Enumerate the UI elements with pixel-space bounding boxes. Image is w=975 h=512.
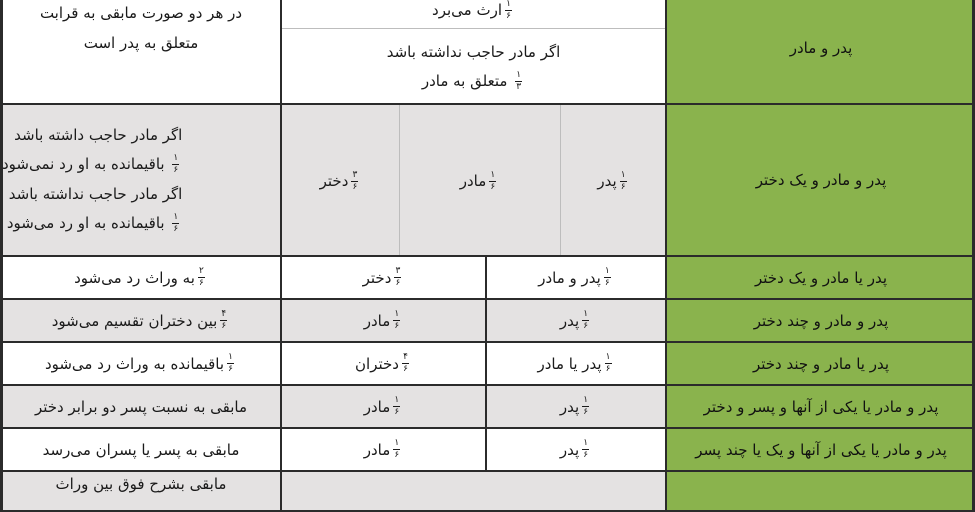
share-text: پدر — [559, 440, 580, 459]
share-text: پدر و مادر — [538, 268, 601, 287]
note-text: مابقی به نسبت پسر دو برابر دختر — [34, 397, 248, 416]
fraction: $\frac{۱}{۶}$ — [173, 153, 179, 175]
share-cell-row6-a — [485, 386, 665, 429]
note-cell-row2 — [0, 105, 280, 257]
fraction: $\frac{۴}{۶}$ — [221, 309, 227, 331]
fraction: $\frac{۲}{۶}$ — [198, 266, 204, 288]
share-text: متعلق به مادر — [421, 71, 508, 90]
fraction: $\frac{۱}{۳}$ — [516, 69, 522, 92]
fraction: $\frac{۱}{۶}$ — [583, 309, 589, 331]
heir-cell-row6 — [665, 386, 975, 429]
share-text: پدر یا مادر — [537, 354, 602, 373]
share-father — [560, 105, 667, 257]
heir-cell-row5 — [665, 343, 975, 386]
note-text: به وراث رد می‌شود — [74, 268, 195, 287]
share-line — [422, 71, 525, 92]
heir-label: پدر و مادر و چند دختر — [753, 311, 889, 330]
share-cell-row5-a — [485, 343, 665, 386]
fraction: $\frac{۳}{۶}$ — [395, 266, 401, 288]
share-cell-row3-a — [485, 257, 665, 300]
share-line — [282, 0, 665, 28]
share-cell-row7-b — [280, 429, 485, 472]
note-cell-row8 — [0, 472, 280, 512]
share-text: دختران — [355, 354, 399, 373]
note-cell-row6 — [0, 386, 280, 429]
fraction: $\frac{۱}{۶}$ — [583, 395, 589, 417]
share-text: پدر — [597, 172, 617, 190]
share-text: پدر — [559, 397, 580, 416]
heir-cell-row7 — [665, 429, 975, 472]
share-text: دختر — [362, 268, 392, 287]
heir-label: پدر یا مادر و یک دختر — [755, 268, 888, 287]
share-cell-row5-b — [280, 343, 485, 386]
heir-label: پدر و مادر — [789, 38, 853, 57]
share-cell-row4-b — [280, 300, 485, 343]
share-cell-row3-b — [280, 257, 485, 300]
fraction: $\frac{۱}{۶}$ — [620, 169, 626, 192]
share-cell-row6-b — [280, 386, 485, 429]
fraction: $\frac{۱}{۶}$ — [394, 438, 400, 460]
heir-label: پدر و مادر و یک دختر — [755, 171, 887, 189]
heir-label: پدر و مادر یا یکی از آنها و پسر و دختر — [703, 397, 939, 416]
share-text: پدر — [559, 311, 580, 330]
note-text: اگر مادر حاجب داشته باشد — [14, 126, 183, 144]
share-text: مادر — [363, 440, 391, 459]
heir-label: پدر یا مادر و چند دختر — [752, 354, 890, 373]
share-cell-row7-a — [485, 429, 665, 472]
heir-cell-row8 — [665, 472, 975, 512]
note-text: بین دختران تقسیم می‌شود — [51, 311, 218, 330]
fraction: $\frac{۱}{۶}$ — [394, 395, 400, 417]
share-text: مادر — [363, 311, 391, 330]
share-mother — [399, 105, 560, 257]
fraction: $\frac{۱}{۶}$ — [490, 169, 496, 192]
heir-cell-row4 — [665, 300, 975, 343]
note-line — [2, 154, 182, 175]
fraction: $\frac{۱}{۶}$ — [506, 0, 511, 21]
note-text: اگر مادر حاجب نداشته باشد — [8, 185, 183, 203]
shares-cell-row1 — [280, 0, 665, 105]
note-line — [7, 213, 183, 234]
note-text: در هر دو صورت مابقی به قرابت — [39, 4, 243, 22]
fraction: $\frac{۱}{۶}$ — [173, 212, 179, 234]
note-text: باقیمانده به او رد می‌شود — [6, 214, 165, 232]
share-condition — [282, 29, 665, 105]
shares-cell-row2 — [280, 105, 665, 257]
share-cell-row4-a — [485, 300, 665, 343]
heir-cell-row2 — [665, 105, 975, 257]
condition-text: اگر مادر حاجب نداشته باشد — [386, 42, 561, 61]
heir-cell-row3 — [665, 257, 975, 300]
share-text: دختر — [319, 172, 349, 190]
share-text: ارث می‌برد — [432, 1, 502, 19]
share-daughter — [282, 105, 399, 257]
note-text: مابقی به پسر یا پسران می‌رسد — [42, 440, 240, 459]
note-cell-row4 — [0, 300, 280, 343]
heir-cell-row1 — [665, 0, 975, 105]
fraction: $\frac{۴}{۶}$ — [403, 352, 408, 374]
fraction: $\frac{۱}{۶}$ — [394, 309, 400, 331]
fraction: $\frac{۱}{۶}$ — [228, 352, 233, 374]
share-cell-row8 — [280, 472, 665, 512]
share-text: مادر — [363, 397, 391, 416]
note-text: باقیمانده به او رد نمی‌شود — [2, 155, 165, 173]
note-cell-row3 — [0, 257, 280, 300]
fraction: $\frac{۳}{۶}$ — [352, 169, 358, 192]
fraction: $\frac{۱}{۶}$ — [604, 266, 610, 288]
fraction: $\frac{۱}{۶}$ — [583, 438, 589, 460]
share-text: مادر — [459, 172, 487, 190]
note-cell-row7 — [0, 429, 280, 472]
note-text: متعلق به پدر است — [83, 34, 199, 52]
note-cell-row1 — [0, 0, 280, 105]
fraction: $\frac{۱}{۶}$ — [605, 352, 611, 374]
note-cell-row5 — [0, 343, 280, 386]
note-text: مابقی بشرح فوق بین وراث — [55, 475, 227, 493]
note-text: باقیمانده به وراث رد می‌شود — [44, 354, 225, 373]
heir-label: پدر و مادر یا یکی از آنها و یک یا چند پسر — [695, 440, 947, 459]
